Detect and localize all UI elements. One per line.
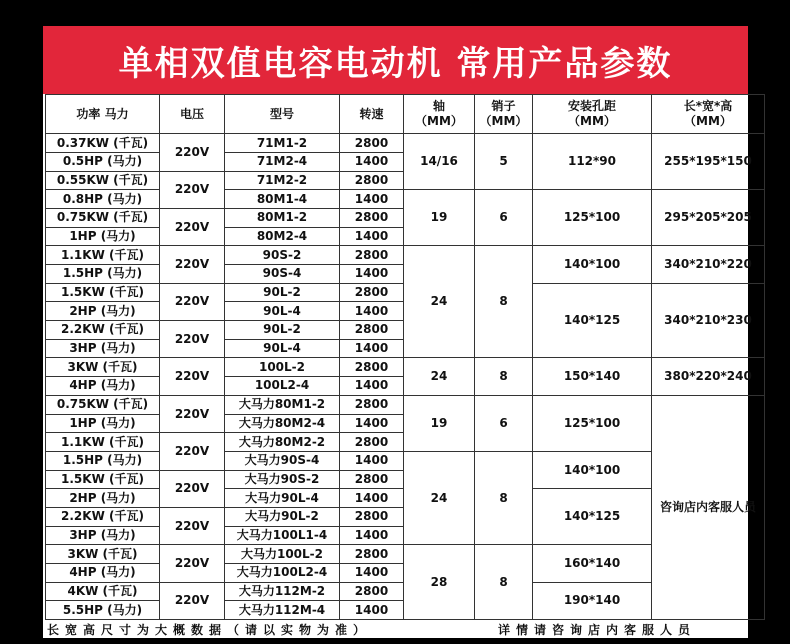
speed-cell: 2800 [340, 246, 404, 265]
speed-cell: 2800 [340, 582, 404, 601]
voltage-cell: 220V [160, 582, 225, 619]
power-cell: 0.5HP (马力) [46, 153, 160, 172]
speed-cell: 2800 [340, 507, 404, 526]
hole-cell: 190*140 [533, 582, 652, 619]
power-cell: 3KW (千瓦) [46, 545, 160, 564]
footer-note [43, 620, 748, 638]
speed-cell: 2800 [340, 209, 404, 228]
power-cell: 1.5KW (千瓦) [46, 283, 160, 302]
voltage-cell: 220V [160, 209, 225, 246]
model-cell: 大马力112M-2 [225, 582, 340, 601]
power-cell: 0.75KW (千瓦) [46, 209, 160, 228]
voltage-cell: 220V [160, 321, 225, 358]
speed-cell: 2800 [340, 283, 404, 302]
power-cell: 0.37KW (千瓦) [46, 134, 160, 153]
power-cell: 2.2KW (千瓦) [46, 321, 160, 340]
size-cell: 295*205*205 [652, 190, 765, 246]
speed-cell: 1400 [340, 153, 404, 172]
power-cell: 3KW (千瓦) [46, 358, 160, 377]
power-cell: 1.5HP (马力) [46, 451, 160, 470]
shaft-cell: 19 [404, 395, 475, 451]
speed-cell: 1400 [340, 302, 404, 321]
hole-cell: 125*100 [533, 190, 652, 246]
header-size: 长*宽*高 （MM） [652, 95, 765, 134]
shaft-cell: 19 [404, 190, 475, 246]
size-cell: 340*210*220 [652, 246, 765, 283]
model-cell: 90S-2 [225, 246, 340, 265]
model-cell: 90S-4 [225, 265, 340, 284]
power-cell: 2HP (马力) [46, 302, 160, 321]
speed-cell: 2800 [340, 433, 404, 452]
shaft-cell: 24 [404, 358, 475, 395]
hole-cell: 160*140 [533, 545, 652, 582]
speed-cell: 1400 [340, 339, 404, 358]
power-cell: 2.2KW (千瓦) [46, 507, 160, 526]
footer-contact: 详情请咨询店内客服人员 [498, 622, 697, 637]
speed-cell: 1400 [340, 265, 404, 284]
model-cell: 71M2-2 [225, 171, 340, 190]
power-cell: 1.5KW (千瓦) [46, 470, 160, 489]
size-cell: 380*220*240 [652, 358, 765, 395]
model-cell: 71M1-2 [225, 134, 340, 153]
model-cell: 90L-2 [225, 321, 340, 340]
power-cell: 0.55KW (千瓦) [46, 171, 160, 190]
voltage-cell: 220V [160, 134, 225, 171]
model-cell: 80M2-4 [225, 227, 340, 246]
pin-cell: 8 [475, 451, 533, 544]
header-hole: 安装孔距 （MM） [533, 95, 652, 134]
pin-cell: 6 [475, 190, 533, 246]
power-cell: 3HP (马力) [46, 339, 160, 358]
table-row [46, 134, 765, 153]
voltage-cell: 220V [160, 171, 225, 208]
model-cell: 大马力90S-4 [225, 451, 340, 470]
footer-disclaimer: 长宽高尺寸为大概数据（请以实物为准） [47, 622, 372, 637]
power-cell: 0.75KW (千瓦) [46, 395, 160, 414]
table-row [46, 395, 765, 414]
model-cell: 大马力90S-2 [225, 470, 340, 489]
power-cell: 4KW (千瓦) [46, 582, 160, 601]
speed-cell: 1400 [340, 190, 404, 209]
speed-cell: 2800 [340, 545, 404, 564]
power-cell: 1.1KW (千瓦) [46, 246, 160, 265]
pin-cell: 8 [475, 545, 533, 620]
model-cell: 80M1-2 [225, 209, 340, 228]
voltage-cell: 220V [160, 470, 225, 507]
power-cell: 2HP (马力) [46, 489, 160, 508]
header-speed: 转速 [340, 95, 404, 134]
model-cell: 大马力100L2-4 [225, 563, 340, 582]
power-cell: 1.5HP (马力) [46, 265, 160, 284]
speed-cell: 1400 [340, 489, 404, 508]
power-cell: 1HP (马力) [46, 414, 160, 433]
shaft-cell: 24 [404, 451, 475, 544]
voltage-cell: 220V [160, 358, 225, 395]
size-cell: 340*210*230 [652, 283, 765, 358]
model-cell: 大马力80M2-4 [225, 414, 340, 433]
speed-cell: 2800 [340, 171, 404, 190]
hole-cell: 140*125 [533, 283, 652, 358]
model-cell: 80M1-4 [225, 190, 340, 209]
model-cell: 大马力100L1-4 [225, 526, 340, 545]
header-pin: 销子 （MM） [475, 95, 533, 134]
model-cell: 大马力100L-2 [225, 545, 340, 564]
header-power: 功率 马力 [46, 95, 160, 134]
power-cell: 1.1KW (千瓦) [46, 433, 160, 452]
model-cell: 大马力112M-4 [225, 601, 340, 620]
speed-cell: 2800 [340, 134, 404, 153]
power-cell: 5.5HP (马力) [46, 601, 160, 620]
model-cell: 90L-4 [225, 302, 340, 321]
power-cell: 4HP (马力) [46, 563, 160, 582]
model-cell: 100L2-4 [225, 377, 340, 396]
speed-cell: 2800 [340, 321, 404, 340]
speed-cell: 1400 [340, 227, 404, 246]
shaft-cell: 14/16 [404, 134, 475, 190]
table-row [46, 358, 765, 377]
model-cell: 大马力90L-2 [225, 507, 340, 526]
voltage-cell: 220V [160, 507, 225, 544]
speed-cell: 1400 [340, 414, 404, 433]
voltage-cell: 220V [160, 395, 225, 432]
power-cell: 1HP (马力) [46, 227, 160, 246]
pin-cell: 8 [475, 246, 533, 358]
header-model: 型号 [225, 95, 340, 134]
speed-cell: 1400 [340, 563, 404, 582]
pin-cell: 5 [475, 134, 533, 190]
shaft-cell: 28 [404, 545, 475, 620]
header-voltage: 电压 [160, 95, 225, 134]
table-header-row [46, 95, 765, 134]
model-cell: 90L-4 [225, 339, 340, 358]
model-cell: 大马力80M1-2 [225, 395, 340, 414]
hole-cell: 140*100 [533, 451, 652, 488]
table-row [46, 190, 765, 209]
pin-cell: 8 [475, 358, 533, 395]
hole-cell: 112*90 [533, 134, 652, 190]
hole-cell: 150*140 [533, 358, 652, 395]
power-cell: 0.8HP (马力) [46, 190, 160, 209]
power-cell: 3HP (马力) [46, 526, 160, 545]
speed-cell: 1400 [340, 526, 404, 545]
model-cell: 100L-2 [225, 358, 340, 377]
voltage-cell: 220V [160, 433, 225, 470]
voltage-cell: 220V [160, 545, 225, 582]
spec-sheet [43, 26, 756, 638]
model-cell: 71M2-4 [225, 153, 340, 172]
speed-cell: 2800 [340, 358, 404, 377]
shaft-cell: 24 [404, 246, 475, 358]
power-cell: 4HP (马力) [46, 377, 160, 396]
voltage-cell: 220V [160, 283, 225, 320]
hole-cell: 140*125 [533, 489, 652, 545]
speed-cell: 1400 [340, 451, 404, 470]
speed-cell: 2800 [340, 395, 404, 414]
pin-cell: 6 [475, 395, 533, 451]
speed-cell: 2800 [340, 470, 404, 489]
model-cell: 90L-2 [225, 283, 340, 302]
voltage-cell: 220V [160, 246, 225, 283]
size-cell: 咨询店内客服人员 [652, 395, 765, 619]
page-title: 单相双值电容电动机 常用产品参数 [43, 26, 748, 94]
hole-cell: 125*100 [533, 395, 652, 451]
spec-table [45, 94, 765, 620]
size-cell: 255*195*150 [652, 134, 765, 190]
speed-cell: 1400 [340, 601, 404, 620]
speed-cell: 1400 [340, 377, 404, 396]
table-row [46, 246, 765, 265]
header-shaft: 轴 （MM） [404, 95, 475, 134]
model-cell: 大马力80M2-2 [225, 433, 340, 452]
model-cell: 大马力90L-4 [225, 489, 340, 508]
hole-cell: 140*100 [533, 246, 652, 283]
